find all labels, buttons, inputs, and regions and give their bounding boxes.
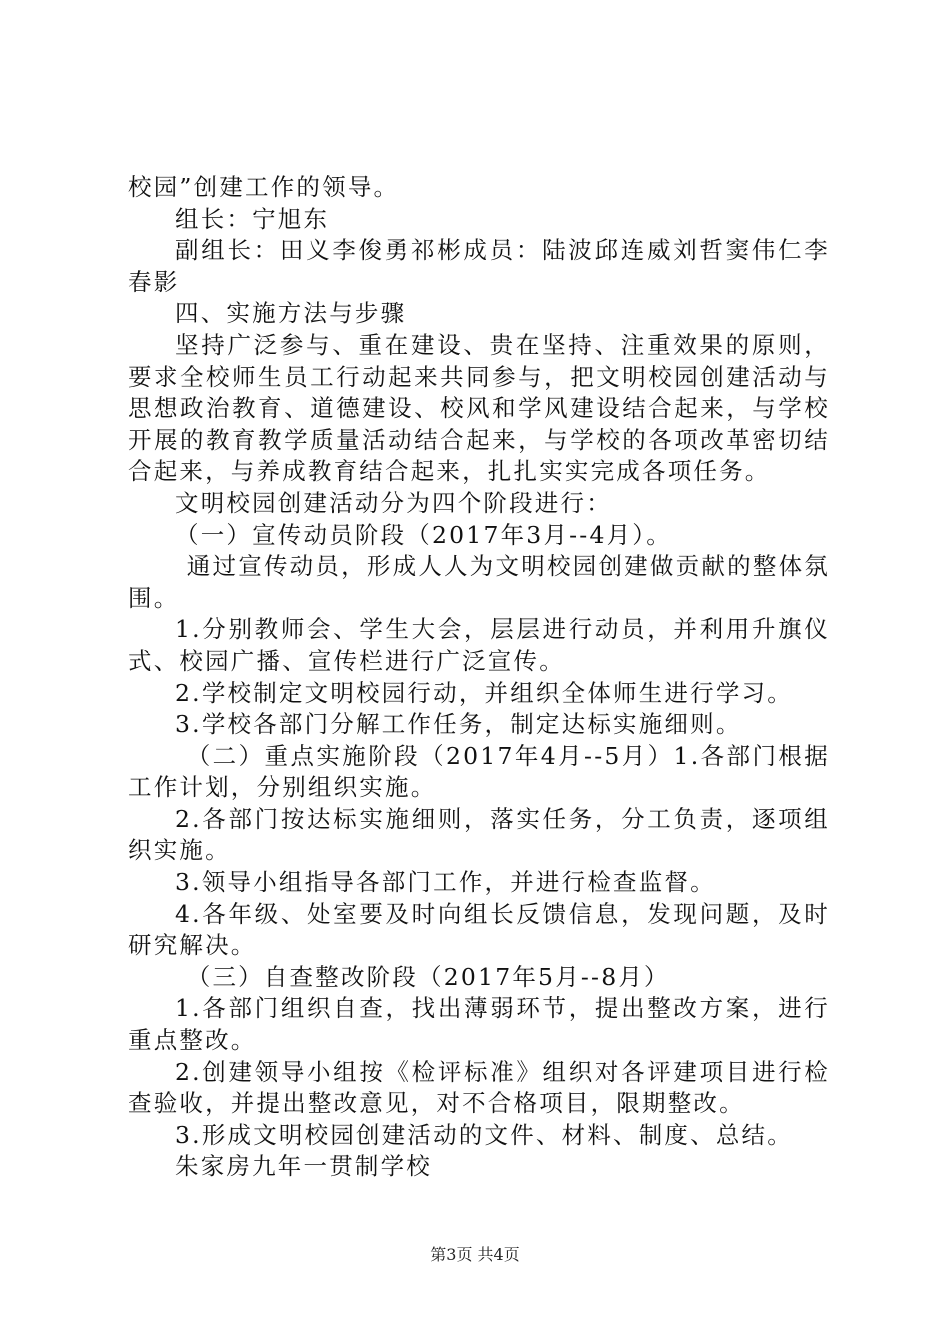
- page-number: 第3页 共4页: [430, 1245, 520, 1264]
- list-item: 2.各部门按达标实施细则，落实任务，分工负责，逐项组织实施。: [128, 804, 830, 865]
- stage-two-heading: （二）重点实施阶段（2017年4月--5月）1.各部门根据工作计划，分别组织实施。: [128, 741, 830, 802]
- list-item: 3.形成文明校园创建活动的文件、材料、制度、总结。: [175, 1120, 793, 1149]
- stage-one-heading: （一）宣传动员阶段（2017年3月--4月）。: [175, 520, 672, 549]
- paragraph-principles: 坚持广泛参与、重在建设、贵在坚持、注重效果的原则，要求全校师生员工行动起来共同参与，把文明校园创建活动与思想政治教育、道德建设、校风和学风建设结合起来，与学校开展的教育教学质量活动结合起来，与学校的各项改革密切结合起来，与养成教育结合起来，扎扎实实完成各项任务。: [128, 330, 830, 486]
- document-body: [128, 172, 830, 1183]
- paragraph-stages-intro: 文明校园创建活动分为四个阶段进行：: [175, 488, 612, 517]
- school-name: 朱家房九年一贯制学校: [175, 1152, 432, 1181]
- section-heading: 四、实施方法与步骤: [175, 299, 407, 328]
- paragraph-deputy-leaders: 副组长：田义李俊勇祁彬成员：陆波邱连威刘哲窦伟仁李春影: [128, 236, 830, 296]
- list-item: 3.领导小组指导各部门工作，并进行检查监督。: [175, 868, 716, 897]
- list-item: 1.各部门组织自查，找出薄弱环节，提出整改方案，进行重点整改。: [128, 994, 830, 1055]
- list-item: 1.分别教师会、学生大会，层层进行动员，并利用升旗仪式、校园广播、宣传栏进行广泛宣传。: [128, 615, 830, 675]
- paragraph-stage-one-goal: 通过宣传动员，形成人人为文明校园创建做贡献的整体氛围。: [128, 552, 830, 612]
- list-item: 4.各年级、处室要及时向组长反馈信息，发现问题，及时研究解决。: [128, 899, 830, 960]
- list-item: 3.学校各部门分解工作任务，制定达标实施细则。: [175, 710, 742, 739]
- stage-three-heading: （三）自查整改阶段（2017年5月--8月）: [186, 962, 670, 991]
- paragraph-group-leader: 组长：宁旭东: [175, 204, 330, 233]
- list-item: 2.学校制定文明校园行动，并组织全体师生进行学习。: [175, 678, 793, 707]
- page-footer: [0, 1242, 950, 1265]
- paragraph-continuation: 校园”创建工作的领导。: [128, 173, 400, 201]
- list-item: 2.创建领导小组按《检评标准》组织对各评建项目进行检查验收，并提出整改意见，对不合格项目，限期整改。: [128, 1057, 830, 1118]
